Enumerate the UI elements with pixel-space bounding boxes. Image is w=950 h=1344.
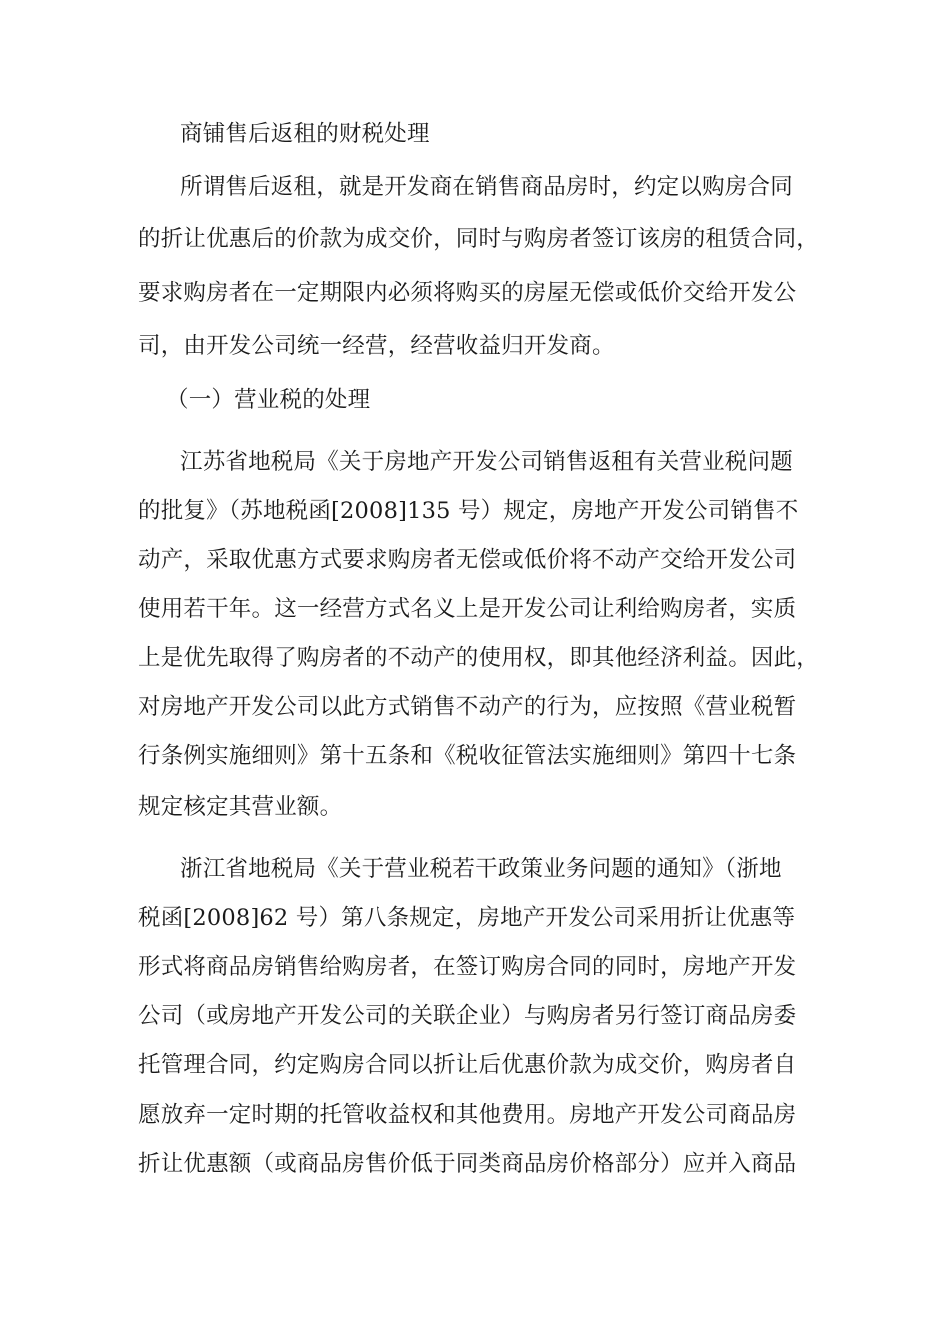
paragraph-1-line-4: 司，由开发公司统一经营，经营收益归开发商。 xyxy=(138,333,615,359)
paragraph-1-line-2: 的折让优惠后的价款为成交价，同时与购房者签订该房的租赁合同， xyxy=(138,226,820,252)
paragraph-2-line-4: 使用若干年。这一经营方式名义上是开发公司让利给购房者，实质 xyxy=(138,596,797,622)
paragraph-3-line-2: 税函[2008]62 号）第八条规定，房地产开发公司采用折让优惠等 xyxy=(138,905,796,931)
paragraph-2-line-2: 的批复》（苏地税函[2008]135 号）规定，房地产开发公司销售不 xyxy=(138,498,799,524)
paragraph-3-line-1: 浙江省地税局《关于营业税若干政策业务问题的通知》（浙地 xyxy=(180,856,782,882)
paragraph-2-line-6: 对房地产开发公司以此方式销售不动产的行为，应按照《营业税暂 xyxy=(138,694,797,720)
paragraph-1-line-1: 所谓售后返租，就是开发商在销售商品房时，约定以购房合同 xyxy=(180,174,793,200)
document-title: 商铺售后返租的财税处理 xyxy=(180,121,430,147)
paragraph-3-line-4: 公司（或房地产开发公司的关联企业）与购房者另行签订商品房委 xyxy=(138,1003,797,1029)
section-heading: （一）营业税的处理 xyxy=(166,387,371,413)
paragraph-2-line-8: 规定核定其营业额。 xyxy=(138,794,343,820)
paragraph-2-line-1: 江苏省地税局《关于房地产开发公司销售返租有关营业税问题 xyxy=(180,449,793,475)
paragraph-3-line-3: 形式将商品房销售给购房者，在签订购房合同的同时，房地产开发 xyxy=(138,954,797,980)
paragraph-3-line-7: 折让优惠额（或商品房售价低于同类商品房价格部分）应并入商品 xyxy=(138,1151,797,1177)
paragraph-2-line-7: 行条例实施细则》第十五条和《税收征管法实施细则》第四十七条 xyxy=(138,743,797,769)
paragraph-2-line-5: 上是优先取得了购房者的不动产的使用权，即其他经济利益。因此， xyxy=(138,645,820,671)
paragraph-1-line-3: 要求购房者在一定期限内必须将购买的房屋无偿或低价交给开发公 xyxy=(138,280,797,306)
paragraph-3-line-6: 愿放弃一定时期的托管收益权和其他费用。房地产开发公司商品房 xyxy=(138,1102,797,1128)
paragraph-3-line-5: 托管理合同，约定购房合同以折让后优惠价款为成交价，购房者自 xyxy=(138,1052,797,1078)
paragraph-2-line-3: 动产，采取优惠方式要求购房者无偿或低价将不动产交给开发公司 xyxy=(138,547,797,573)
